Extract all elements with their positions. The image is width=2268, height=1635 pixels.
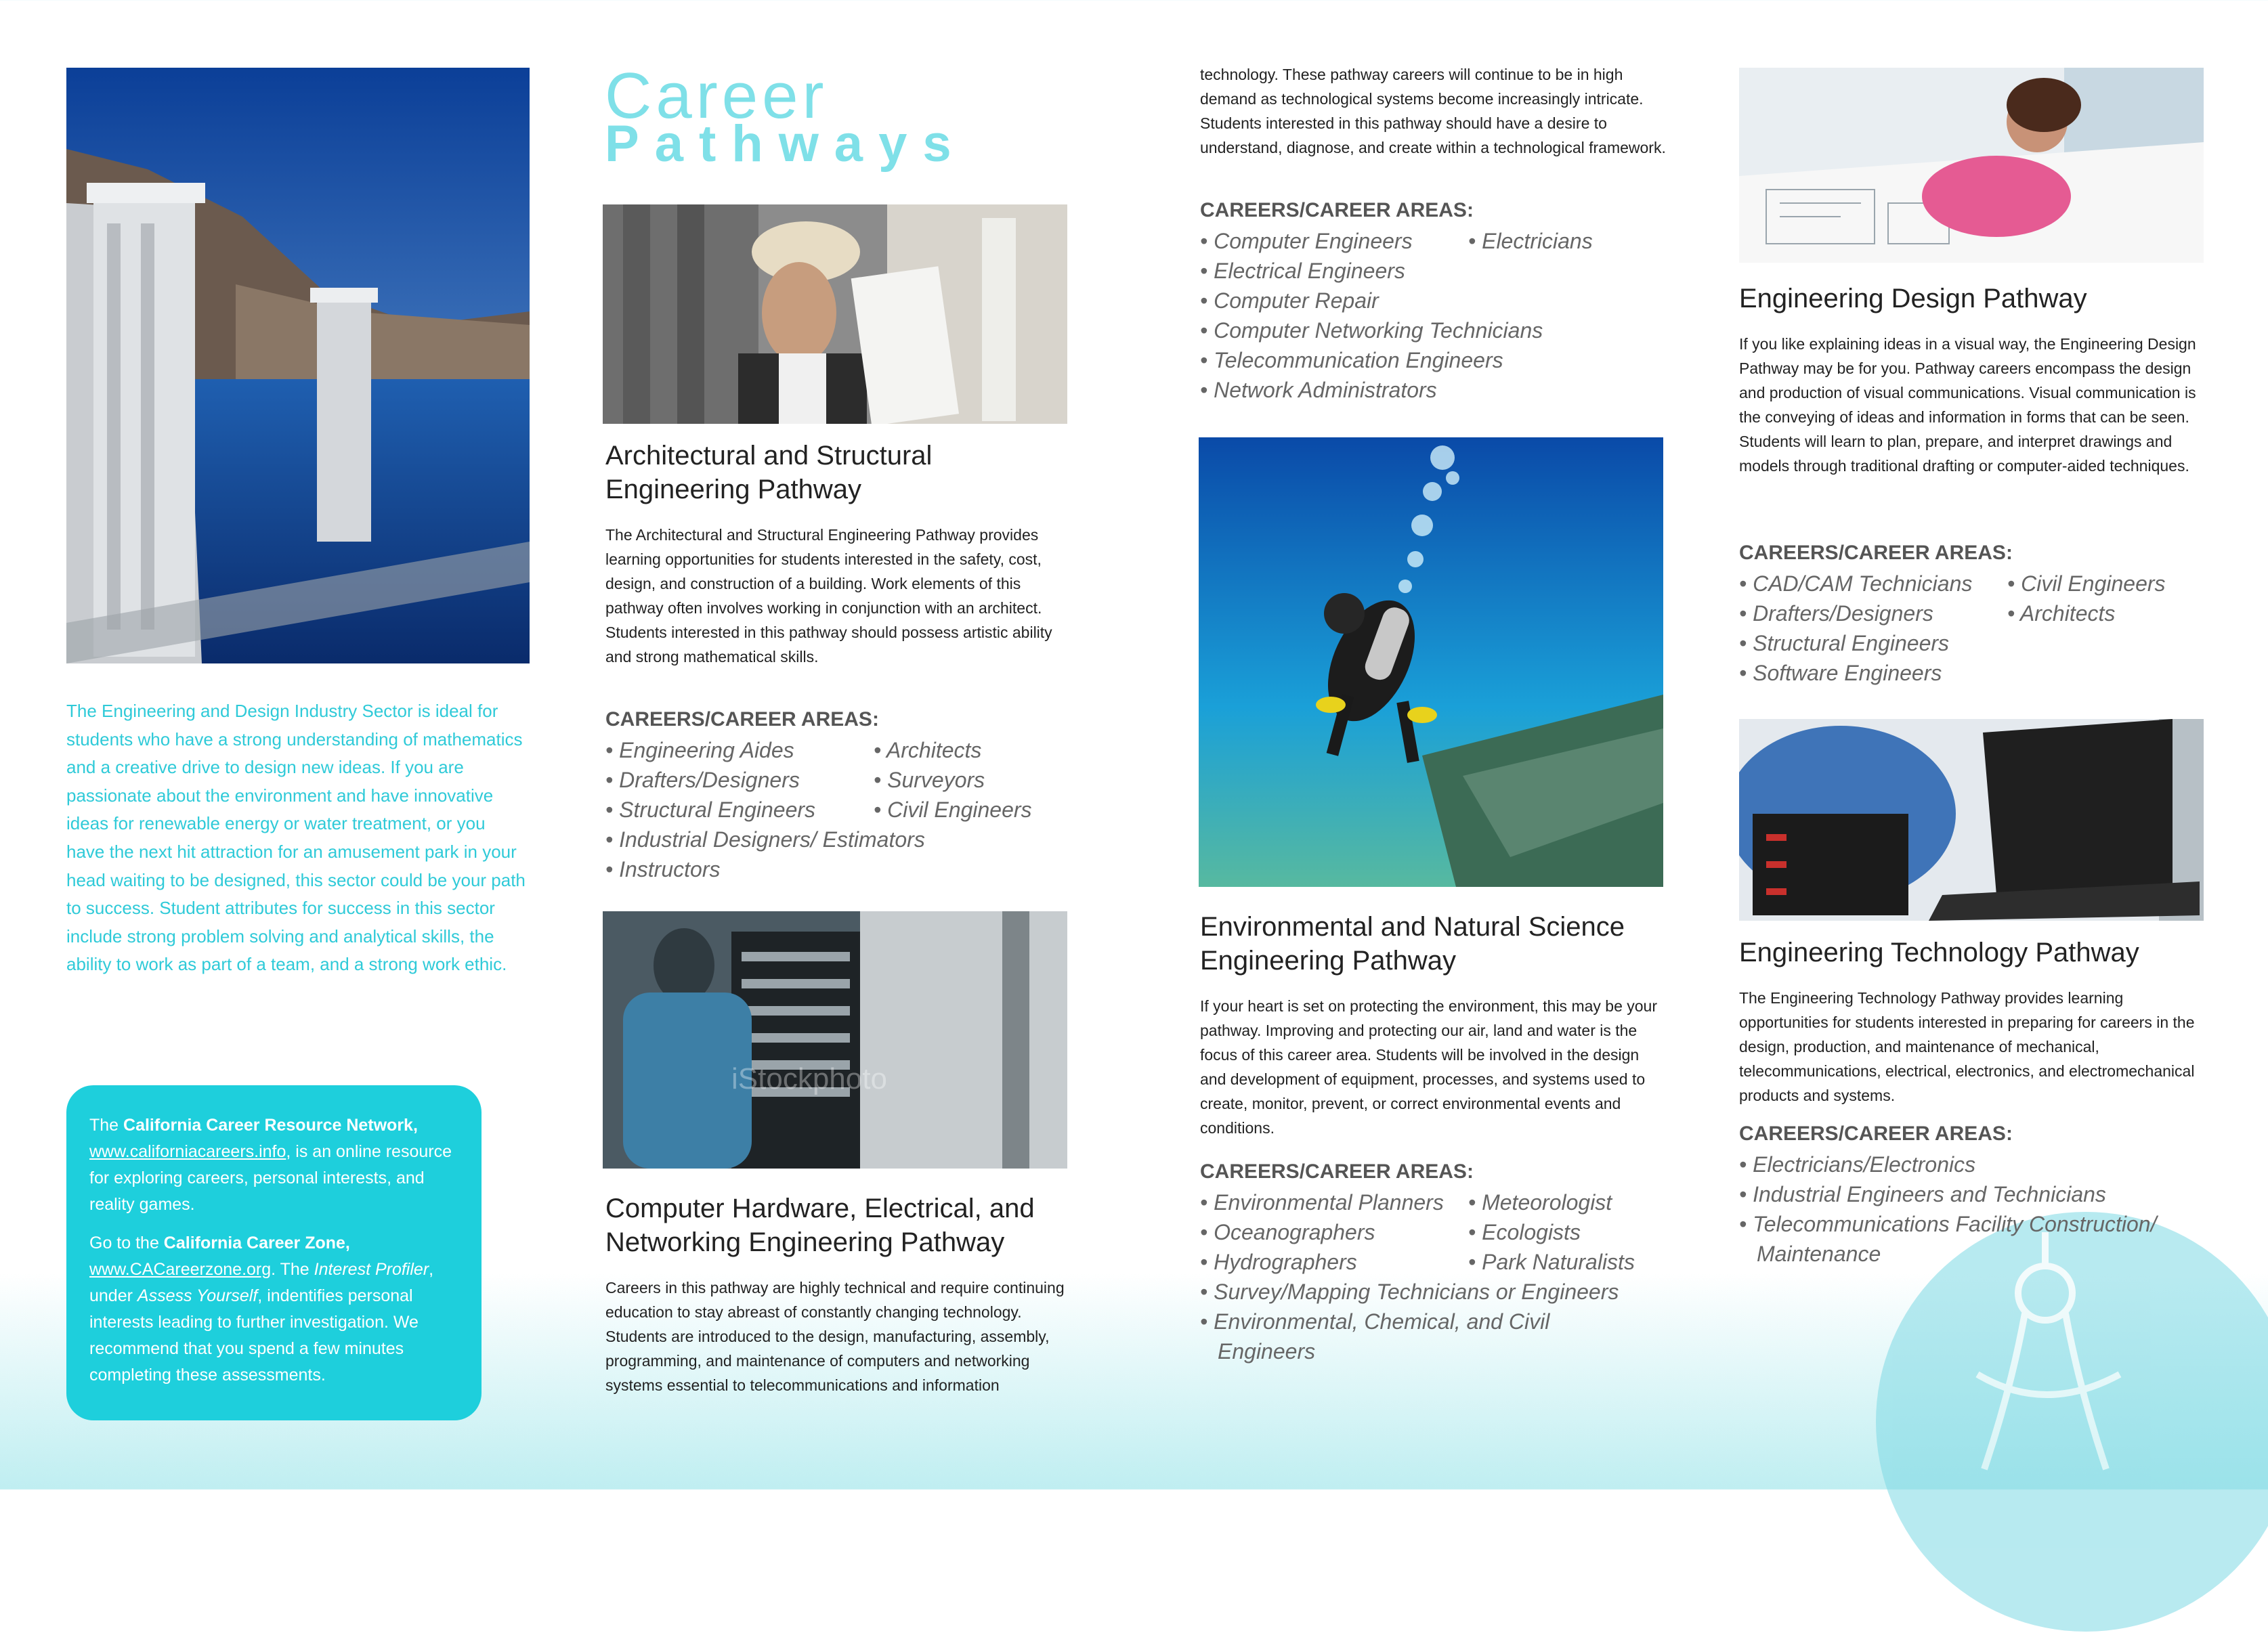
diver-illustration	[1199, 437, 1663, 887]
title-career: Career	[605, 60, 828, 132]
californiacareers-link[interactable]: www.californiacareers.info	[89, 1142, 286, 1161]
career-item: • Architects	[874, 738, 982, 762]
career-item: • Computer Repair	[1200, 288, 1379, 313]
architectural-careers-heading: CAREERS/CAREER AREAS:	[605, 708, 879, 731]
architectural-heading: Architectural and Structural Engineering Pathway	[605, 441, 933, 504]
career-item: • Structural Engineers	[1739, 631, 1950, 655]
design-body: If you like explaining ideas in a visual way, the Engineering Design Pathway may be for you. Pathway careers encompass the design and production of visual communications. Visual communication is the conveying of ideas and information in forms that can be seen. Students will learn to plan, prepare, and interpret drawings and models through traditional drafting or computer-aided techniques.	[1739, 335, 2196, 475]
career-item: • Computer Networking Technicians	[1200, 318, 1543, 343]
design-heading: Engineering Design Pathway	[1739, 284, 2087, 313]
design-careers-col1	[1739, 569, 1972, 688]
server-room-illustration	[603, 911, 1067, 1169]
environmental-careers-col2	[1468, 1187, 1635, 1277]
compass-icon	[1876, 1212, 2268, 1632]
environmental-heading: Environmental and Natural Science Engineering Pathway	[1200, 912, 1625, 976]
career-zone-name: California Career Zone,	[163, 1234, 350, 1252]
career-item: • Electricians/Electronics	[1739, 1152, 1976, 1177]
cacareerzone-link[interactable]: www.CACareerzone.org	[89, 1260, 272, 1279]
career-item: • Meteorologist	[1468, 1190, 1612, 1215]
career-item: • Industrial Engineers and Technicians	[1739, 1182, 2106, 1206]
technology-heading: Engineering Technology Pathway	[1739, 938, 2139, 967]
career-item: • Electrical Engineers	[1200, 259, 1405, 283]
infobox-paragraph-2: Go to the California Career Zone, www.CACareerzone.org. The Interest Profiler, under Assess Yourself, indentifies personal interests leading to further investigation. We recommend that you spend a few minutes completing these assessments.	[89, 1234, 434, 1385]
career-item: • Architects	[2007, 601, 2116, 626]
career-item: • Industrial Designers/ Estimators	[605, 827, 925, 852]
career-item: • Civil Engineers	[874, 798, 1032, 822]
design-careers-col2	[2007, 569, 2166, 628]
career-item: • Environmental, Chemical, and Civil Engineers	[1200, 1309, 1550, 1364]
dam-photo	[66, 68, 530, 663]
career-item: • Computer Engineers	[1200, 229, 1413, 253]
technician-illustration	[1739, 719, 2204, 921]
career-item: • Civil Engineers	[2007, 571, 2166, 596]
stock-watermark: iStockphoto	[731, 1062, 887, 1095]
technology-careers-heading: CAREERS/CAREER AREAS:	[1739, 1122, 2013, 1145]
compass-decoration	[1876, 1212, 2268, 1632]
computer-hw-body-continued: technology. These pathway careers will continue to be in high demand as technological systems become increasingly intricate. Students interested in this pathway should have a desire to understand, diagnose, and create within a technological framework.	[1200, 66, 1666, 156]
career-item: • Telecommunication Engineers	[1200, 348, 1503, 372]
career-item: • Hydrographers	[1200, 1250, 1357, 1274]
title-pathways: Pathways	[605, 115, 967, 173]
technology-careers	[1739, 1150, 2213, 1269]
career-item: • Environmental Planners	[1200, 1190, 1444, 1215]
career-item: • Telecommunications Facility Construction/ Maintenance	[1739, 1212, 2157, 1266]
career-item: • CAD/CAM Technicians	[1739, 571, 1973, 596]
computer-hw-heading: Computer Hardware, Electrical, and Networking Engineering Pathway	[605, 1194, 1035, 1257]
infobox-paragraph-1: The California Career Resource Network, www.californiacareers.info, is an online resource for exploring careers, personal interests, and reality games.	[89, 1116, 452, 1214]
career-item: • Network Administrators	[1200, 378, 1437, 402]
designer-photo	[1739, 68, 2204, 263]
technician-photo	[1739, 719, 2204, 921]
diver-photo	[1199, 437, 1663, 887]
environmental-careers-heading: CAREERS/CAREER AREAS:	[1200, 1160, 1474, 1183]
dam-illustration	[66, 68, 530, 663]
architectural-careers-col2	[874, 735, 1032, 825]
career-item: • Park Naturalists	[1468, 1250, 1635, 1274]
career-item: • Ecologists	[1468, 1220, 1581, 1244]
career-item: • Engineering Aides	[605, 738, 794, 762]
architect-photo	[603, 204, 1067, 424]
intro-paragraph: The Engineering and Design Industry Sector is ideal for students who have a strong understanding of mathematics and a creative drive to design new ideas. If you are passionate about the environment and have innovative ideas for renewable energy or water treatment, or you have the next hit attraction for an amusement park in your head waiting to be designed, this sector could be your path to success. Student attributes for success in this sector include strong problem solving and analytical skills, the ability to work as part of a team, and a strong work ethic.	[66, 701, 526, 975]
architectural-body: The Architectural and Structural Engineering Pathway provides learning opportunities for students interested in the safety, cost, design, and construction of a building. Work elements of this pathway often involves working in conjunction with an architect. Students interested in this pathway should possess artistic ability and strong mathematical skills.	[605, 526, 1052, 666]
computer-hw-careers-col2	[1468, 226, 1593, 256]
computer-hw-careers-heading: CAREERS/CAREER AREAS:	[1200, 199, 1474, 221]
career-item: • Surveyors	[874, 768, 985, 792]
career-item: • Drafters/Designers	[605, 768, 800, 792]
architect-illustration	[603, 204, 1067, 424]
designer-illustration	[1739, 68, 2204, 263]
computer-hw-body: Careers in this pathway are highly technical and require continuing education to stay abreast of constantly changing technology. Students are introduced to the design, manufacturing, assembly, programming, and maintenance of computers and networking systems essential to telecommunications and information	[605, 1279, 1065, 1394]
career-item: • Software Engineers	[1739, 661, 1942, 685]
design-careers-heading: CAREERS/CAREER AREAS:	[1739, 542, 2013, 564]
ccrn-name: California Career Resource Network,	[123, 1116, 418, 1135]
career-item: • Electricians	[1468, 229, 1593, 253]
career-item: • Structural Engineers	[605, 798, 816, 822]
career-item: • Instructors	[605, 857, 721, 881]
career-item: • Drafters/Designers	[1739, 601, 1933, 626]
career-item: • Oceanographers	[1200, 1220, 1375, 1244]
career-resources-box	[66, 1085, 482, 1420]
career-item: • Survey/Mapping Technicians or Engineers	[1200, 1280, 1619, 1304]
server-room-photo	[603, 911, 1067, 1169]
technology-body: The Engineering Technology Pathway provides learning opportunities for students interested in preparing for careers in the design, production, and maintenance of mechanical, telecommunications, electrical, electronics, and electromechanical products and systems.	[1739, 989, 2195, 1104]
environmental-body: If your heart is set on protecting the environment, this may be your pathway. Improving and protecting our air, land and water is the focus of this career area. Students will be involved in the design and development of equipment, processes, and systems used to create, monitor, prevent, or correct environmental events and conditions.	[1200, 997, 1658, 1137]
